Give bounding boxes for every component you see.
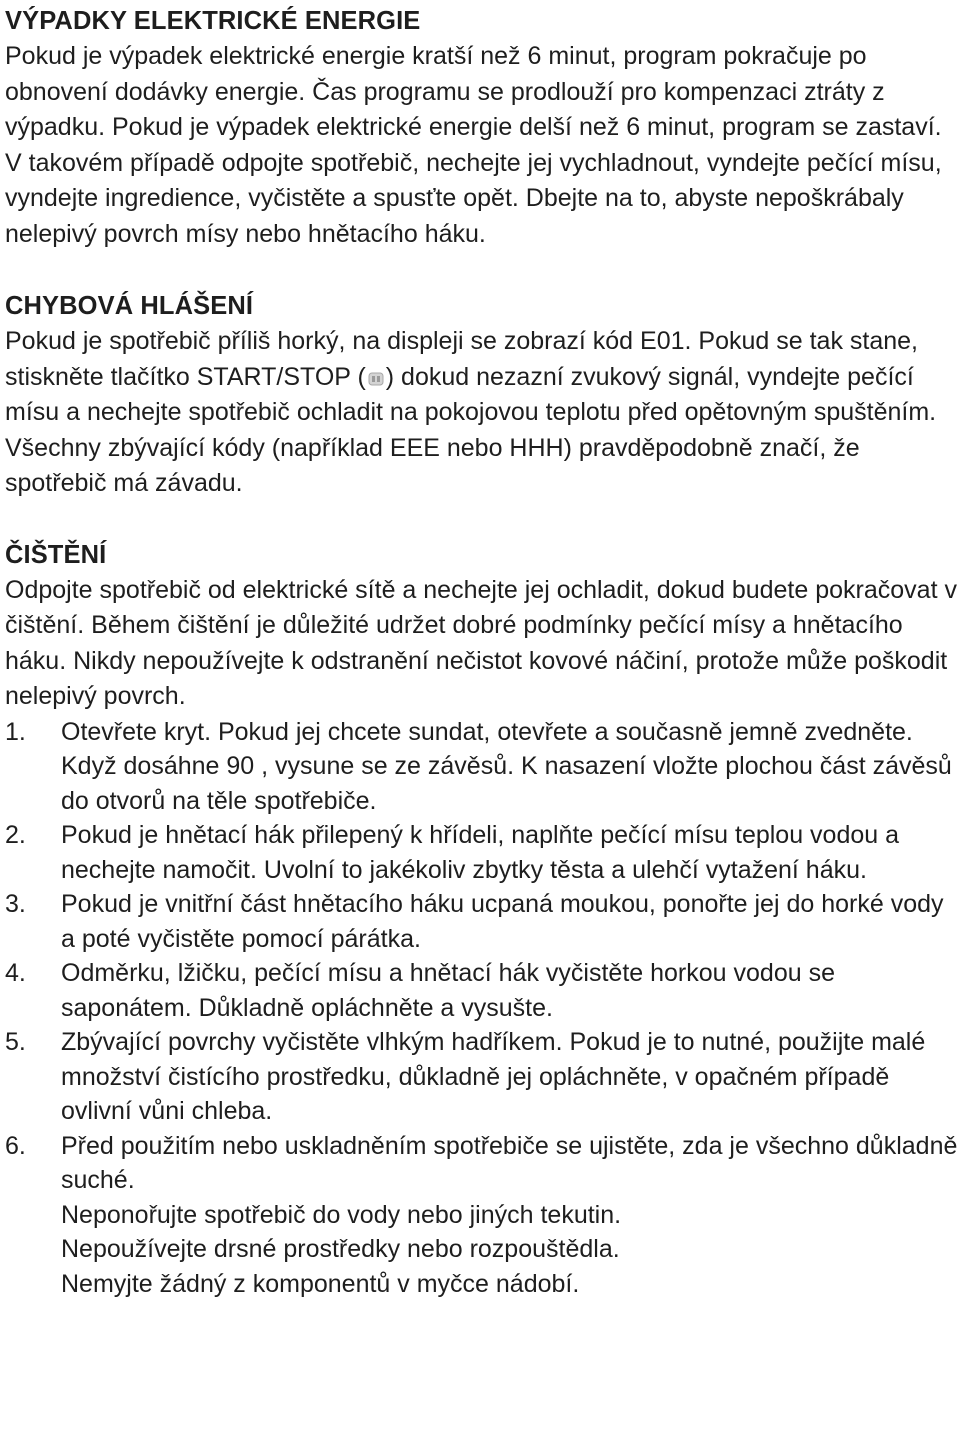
power-outage-text: Pokud je výpadek elektrické energie kratší než 6 minut, program pokračuje po obnovení dodávky energie. Čas programu se prodlouží pro kompenzaci ztráty z výpadku. Pokud je výpadek elektrické energie delší než 6 minut, program se zastaví. V takovém případě odpojte spotřebič, nechejte jej vychladnout, vyndejte pečící mísu, vyndejte ingredience, vyčistěte a spusťte opět. Dbejte na to, abyste nepoškrábaly nelepivý povrch mísy nebo hnětacího háku. [5, 42, 942, 248]
error-messages-text [5, 324, 960, 431]
list-item-text: Odměrku, lžičku, pečící mísu a hnětací hák vyčistěte horkou vodou se saponátem. Důkladně opláchněte a vysušte. [61, 959, 835, 1022]
list-item [5, 956, 960, 1025]
error-messages-heading: CHYBOVÁ HLÁŠENÍ [5, 292, 254, 320]
cleaning-note: Nemyjte žádný z komponentů v myčce nádobí. [61, 1269, 580, 1298]
list-item [5, 1129, 960, 1198]
error-messages-section [5, 288, 960, 502]
error-messages-text2: Všechny zbývající kódy (například EEE nebo HHH) pravděpodobně značí, že spotřebič má závadu. [5, 433, 860, 497]
error-text-part2: ) dokud nezazní zvukový signál, vyndejte pečící mísu a nechejte spotřebič ochladit na pokojovou teplotu před opětovným spuštěním. [5, 362, 937, 426]
cleaning-heading: ČIŠTĚNÍ [5, 540, 107, 569]
list-item [5, 1025, 960, 1129]
start-stop-button-icon [368, 372, 384, 386]
list-item-text: Před použitím nebo uskladněním spotřebiče se ujistěte, zda je všechno důkladně suché. [61, 1131, 958, 1194]
list-item [5, 715, 960, 819]
list-item-number: 1. [5, 717, 26, 746]
document-page [5, 3, 960, 1301]
cleaning-intro: Odpojte spotřebič od elektrické sítě a nechejte jej ochladit, dokud budete pokračovat v čištění. Během čištění je důležité udržet dobré podmínky pečící mísy a hnětacího háku. Nikdy nepoužívejte k odstranění nečistot kovové náčiní, protože může poškodit nelepivý povrch. [5, 575, 957, 710]
list-item-number: 5. [5, 1028, 26, 1056]
power-outage-heading: VÝPADKY ELEKTRICKÉ ENERGIE [5, 7, 421, 35]
list-item-text: Pokud je hnětací hák přilepený k hřídeli, naplňte pečící mísu teplou vodou a nechejte namočit. Uvolní to jakékoliv zbytky těsta a ulehčí vytažení háku. [61, 821, 900, 884]
list-item-text: Otevřete kryt. Pokud jej chcete sundat, otevřete a současně jemně zvedněte. Když dosáhne 90 , vysune se ze závěsů. K nasazení vložte plochou část závěsů do otvorů na těle spotřebiče. [61, 717, 952, 815]
list-item-text: Pokud je vnitřní část hnětacího háku ucpaná moukou, ponořte jej do horké vody a poté vyčistěte pomocí párátka. [61, 890, 944, 953]
list-item [5, 818, 960, 887]
error-text-part1: Pokud je spotřebič příliš horký, na displeji se zobrazí kód E01. Pokud se tak stane, stiskněte tlačítko START/STOP ( [5, 327, 918, 391]
list-item-number: 3. [5, 890, 26, 918]
power-outage-section [5, 3, 960, 252]
cleaning-section [5, 537, 960, 1302]
list-item [5, 887, 960, 956]
list-item-text: Zbývající povrchy vyčistěte vlhkým hadříkem. Pokud je to nutné, použijte malé množství čistícího prostředku, důkladně jej opláchněte, v opačném případě ovlivní vůni chleba. [61, 1028, 926, 1125]
cleaning-note: Nepoužívejte drsné prostředky nebo rozpouštědla. [61, 1235, 620, 1263]
list-item-number: 4. [5, 959, 26, 987]
list-item-number: 2. [5, 821, 26, 849]
cleaning-note: Neponořujte spotřebič do vody nebo jiných tekutin. [61, 1200, 622, 1229]
cleaning-steps-list [5, 715, 960, 1198]
list-item-number: 6. [5, 1131, 26, 1160]
